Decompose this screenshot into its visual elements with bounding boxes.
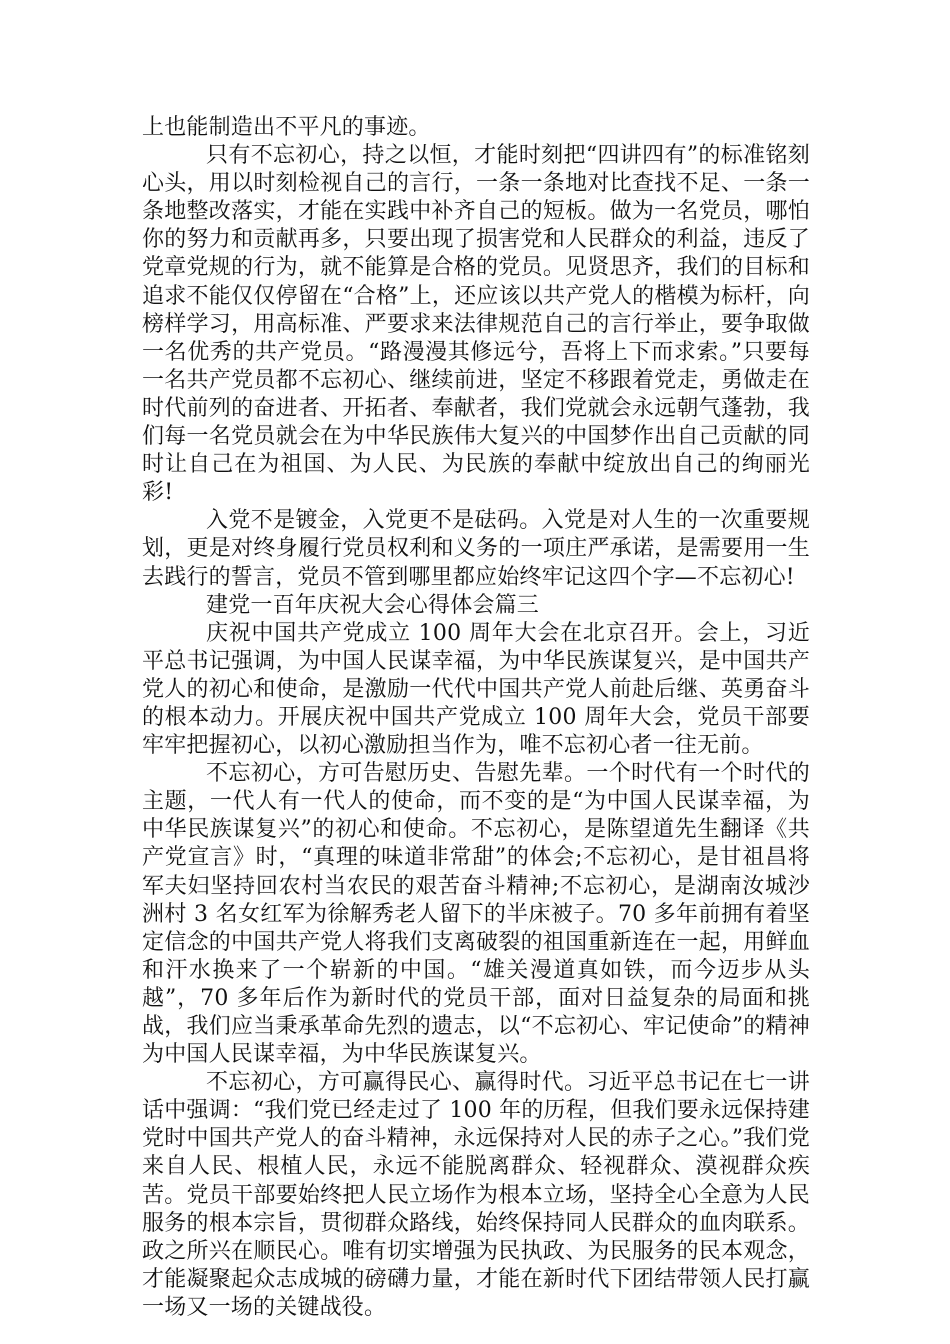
paragraph-continuation: 上也能制造出不平凡的事迹。 [142,115,431,140]
document-body [142,114,810,1322]
paragraph: 庆祝中国共产党成立 100 周年大会在北京召开。会上，习近平总书记强调，为中国人民谋幸福，为中华民族谋复兴，是中国共产党人的初心和使命，是激励一代代中国共产党人前赴后继、英勇奋斗的根本动力。开展庆祝中国共产党成立 100 周年大会，党员干部要牢牢把握初心，以初心激励担当作为，唯不忘初心者一往无前。 [142,620,810,759]
section-heading: 建党一百年庆祝大会心得体会篇三 [206,592,540,618]
paragraph: 不忘初心，方可告慰历史、告慰先辈。一个时代有一个时代的主题，一代人有一代人的使命，而不变的是“为中国人民谋幸福，为中华民族谋复兴”的初心和使命。不忘初心，是陈望道先生翻译《共产党宣言》时，“真理的味道非常甜”的体会;不忘初心，是甘祖昌将军夫妇坚持回农村当农民的艰苦奋斗精神;不忘初心，是湖南汝城沙洲村 3 名女红军为徐解秀老人留下的半床被子。70 多年前拥有着坚定信念的中国共产党人将我们支离破裂的祖国重新连在一起，用鲜血和汗水换来了一个崭新的中国。“雄关漫道真如铁，而今迈步从头越”，70 多年后作为新时代的党员干部，面对日益复杂的局面和挑战，我们应当秉承革命先烈的遗志，以“不忘初心、牢记使命”的精神为中国人民谋幸福，为中华民族谋复兴。 [142,761,810,1068]
paragraph: 不忘初心，方可赢得民心、赢得时代。习近平总书记在七一讲话中强调：“我们党已经走过了 100 年的历程，但我们要永远保持建党时中国共产党人的奋斗精神，永远保持对人民的赤子之心。”我们党来自人民、根植人民，永远不能脱离群众、轻视群众、漠视群众疾苦。党员干部要始终把人民立场作为根本立场，坚持全心全意为人民服务的根本宗旨，贯彻群众路线，始终保持同人民群众的血肉联系。政之所兴在顺民心。唯有切实增强为民执政、为民服务的民本观念，才能凝聚起众志成城的磅礴力量，才能在新时代下团结带领人民打赢一场又一场的关键战役。 [142,1070,810,1320]
paragraph: 入党不是镀金，入党更不是砝码。入党是对人生的一次重要规划，更是对终身履行党员权利和义务的一项庄严承诺，是需要用一生去践行的誓言，党员不管到哪里都应始终牢记这四个字—不忘初心! [142,508,810,590]
paragraph: 只有不忘初心，持之以恒，才能时刻把“四讲四有”的标准铭刻心头，用以时刻检视自己的言行，一条一条地对比查找不足、一条一条地整改落实，才能在实践中补齐自己的短板。做为一名党员，哪怕你的努力和贡献再多，只要出现了损害党和人民群众的利益，违反了党章党规的行为，就不能算是合格的党员。见贤思齐，我们的目标和追求不能仅仅停留在“合格”上，还应该以共产党人的楷模为标杆，向榜样学习，用高标准、严要求来法律规范自己的言行举止，要争取做一名优秀的共产党员。“路漫漫其修远兮，吾将上下而求索。”只要每一名共产党员都不忘初心、继续前进，坚定不移跟着党走，勇做走在时代前列的奋进者、开拓者、奉献者，我们党就会永远朝气蓬勃，我们每一名党员就会在为中华民族伟大复兴的中国梦作出自己贡献的同时让自己在为祖国、为人民、为民族的奉献中绽放出自己的绚丽光彩! [142,143,810,506]
